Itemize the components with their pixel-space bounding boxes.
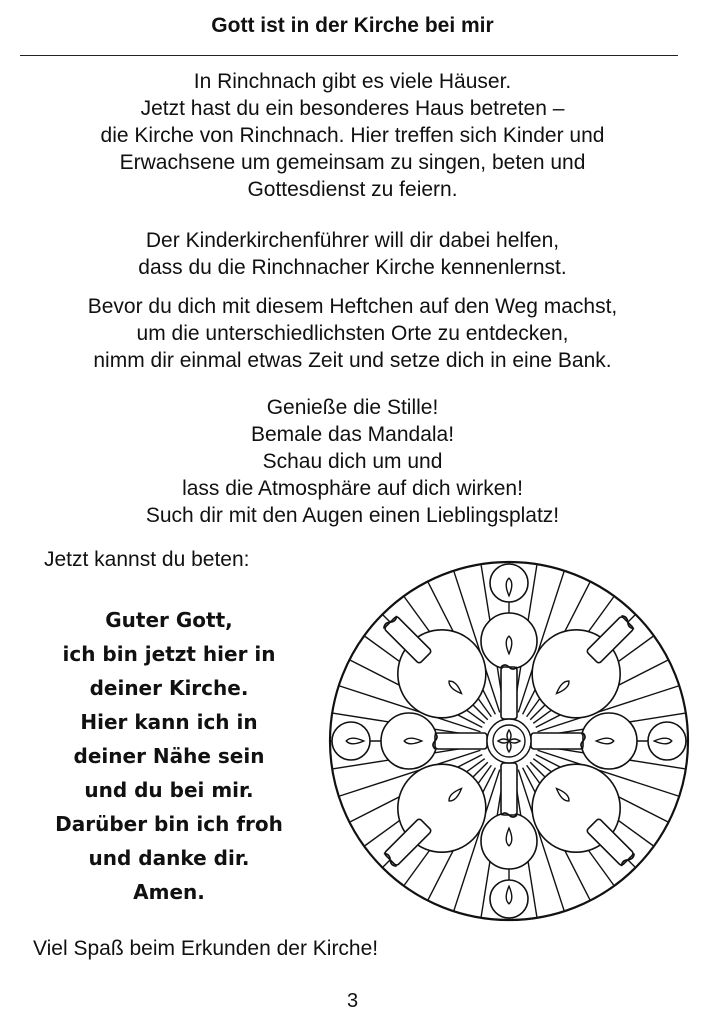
paragraph-instructions — [0, 394, 705, 529]
text-line: lass die Atmosphäre auf dich wirken! — [182, 477, 523, 500]
title-divider — [20, 55, 678, 56]
text-line: Erwachsene um gemeinsam zu singen, beten und — [119, 151, 586, 174]
paragraph-guide — [0, 227, 705, 281]
text-line: Der Kinderkirchenführer will dir dabei helfen, — [145, 229, 560, 252]
text-line: Schau dich um und — [262, 450, 443, 473]
page-number: 3 — [346, 990, 359, 1012]
text-line: Such dir mit den Augen einen Lieblingsplatz! — [145, 504, 560, 527]
text-line: dass du die Rinchnacher Kirche kennenlernst. — [138, 256, 567, 279]
text-line: Genieße die Stille! — [266, 396, 439, 419]
text-line: Gottesdienst zu feiern. — [247, 178, 458, 201]
text-line: die Kirche von Rinchnach. Hier treffen sich Kinder und — [100, 124, 605, 147]
candle-icon — [531, 733, 585, 749]
prayer-text — [38, 603, 300, 909]
prayer-line: Amen. — [133, 880, 205, 904]
prayer-line: deiner Kirche. — [89, 676, 249, 700]
text-line: nimm dir einmal etwas Zeit und setze dich in eine Bank. — [93, 349, 612, 372]
mandala-center-flower — [487, 719, 531, 763]
text-line: Bevor du dich mit diesem Heftchen auf den Weg machst, — [87, 295, 618, 318]
page-title: Gott ist in der Kirche bei mir — [211, 14, 494, 37]
text-line: In Rinchnach gibt es viele Häuser. — [193, 70, 512, 93]
paragraph-before — [0, 293, 705, 374]
closing-text: Viel Spaß beim Erkunden der Kirche! — [33, 937, 379, 960]
prayer-line: Darüber bin ich froh — [55, 812, 283, 836]
prayer-line: deiner Nähe sein — [73, 744, 265, 768]
prayer-line: ich bin jetzt hier in — [62, 642, 276, 666]
prayer-line: und danke dir. — [88, 846, 250, 870]
candle-icon — [501, 763, 517, 817]
candle-mandala-icon — [328, 560, 690, 922]
text-line: Jetzt hast du ein besonderes Haus betreten – — [140, 97, 565, 120]
candle-icon — [433, 733, 487, 749]
text-line: Bemale das Mandala! — [250, 423, 455, 446]
paragraph-welcome — [0, 68, 705, 203]
prayer-line: Guter Gott, — [105, 608, 233, 632]
prayer-intro: Jetzt kannst du beten: — [44, 548, 250, 571]
candle-icon — [501, 665, 517, 719]
text-line: um die unterschiedlichsten Orte zu entdecken, — [136, 322, 569, 345]
prayer-line: und du bei mir. — [84, 778, 254, 802]
prayer-line: Hier kann ich in — [80, 710, 258, 734]
